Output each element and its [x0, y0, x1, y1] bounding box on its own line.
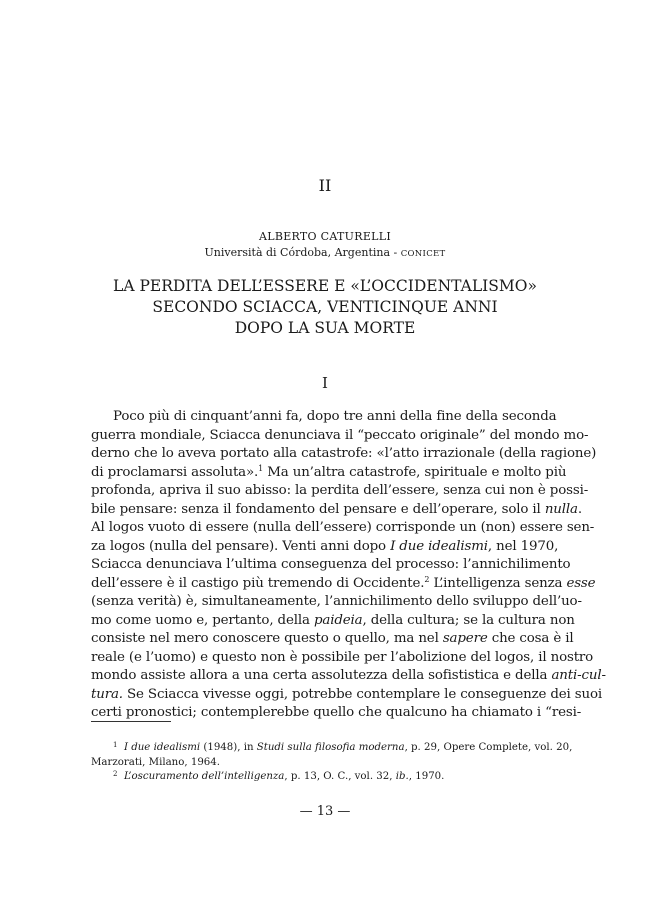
- body-paragraph: [91, 408, 606, 723]
- text-line: za logos (nulla del pensare). Venti anni dopo I due idealismi, nel 1970,: [91, 538, 559, 554]
- footnote-1: $^1$ I due idealismi (1948), in Studi sulla filosofia moderna, p. 29, Opere Complete, vol. 20,: [113, 741, 573, 753]
- footnote-2: $^2$ L’oscuramento dell’intelligenza, p. 13, O. C., vol. 32, ib., 1970.: [113, 770, 445, 782]
- text-line: mondo assiste allora a una certa assolutezza della sofististica e della anti-cul-: [91, 668, 606, 683]
- article-title: [0, 276, 650, 339]
- footnotes: [91, 741, 573, 785]
- text-line: mo come uomo e, pertanto, della paideia, della cultura; se la cultura non: [91, 612, 575, 628]
- text-line: profonda, apriva il suo abisso: la perdita dell’essere, senza cui non è possi-: [91, 483, 589, 498]
- text-line: certi pronostici; contemplerebbe quello che qualcuno ha chiamato i “resi-: [91, 705, 582, 720]
- text-line: tura. Se Sciacca vivesse oggi, potrebbe contemplare le conseguenze dei suoi: [91, 686, 603, 702]
- text-line: derno che lo aveva portato alla catastrofe: «l’atto irrazionale (della ragione): [91, 446, 597, 461]
- text-line: dell’essere è il castigo più tremendo di Occidente.$^2$ L’intelligenza senza esse: [91, 574, 596, 591]
- section-number: I: [322, 374, 328, 392]
- text-line: reale (e l’uomo) e questo non è possibile per l’abolizione del logos, il nostro: [91, 649, 594, 665]
- page-number: — 13 —: [299, 804, 351, 819]
- text-line: bile pensare: senza il fondamento del pensare e dell’operare, solo il nulla.: [91, 501, 582, 517]
- text-line: Sciacca denunciava l’ultima conseguenza del processo: l’annichilimento: [91, 557, 571, 572]
- title-line: LA PERDITA DELL’ESSERE E «L’OCCIDENTALISMO»: [113, 277, 537, 295]
- text-line: (senza verità) è, simultaneamente, l’annichilimento dello sviluppo dell’uo-: [91, 594, 582, 609]
- text-line: Poco più di cinquant’anni fa, dopo tre anni della fine della seconda: [113, 409, 557, 424]
- author-name: ALBERTO CATURELLI: [258, 230, 392, 243]
- footnote-divider: [91, 721, 171, 722]
- title-line: SECONDO SCIACCA, VENTICINQUE ANNI: [152, 298, 498, 316]
- footnote-ref-1[interactable]: 1: [258, 463, 264, 473]
- footnote-1-cont: Marzorati, Milano, 1964.: [91, 756, 221, 768]
- title-line: DOPO LA SUA MORTE: [234, 319, 416, 337]
- text-line: consiste nel mero conoscere questo o quello, ma nel sapere che cosa è il: [91, 631, 574, 646]
- text-line: di proclamarsi assoluta».$^1$ Ma un’altra catastrofe, spirituale e molto più: [91, 463, 567, 480]
- text-line: Al logos vuoto di essere (nulla dell’essere) corrisponde un (non) essere sen-: [91, 520, 595, 535]
- chapter-number: II: [318, 176, 332, 195]
- footnote-ref-2[interactable]: 2: [424, 574, 430, 584]
- author-affiliation: Università di Córdoba, Argentina - CONICET: [204, 246, 446, 259]
- text-line: guerra mondiale, Sciacca denunciava il “peccato originale” del mondo mo-: [91, 427, 589, 443]
